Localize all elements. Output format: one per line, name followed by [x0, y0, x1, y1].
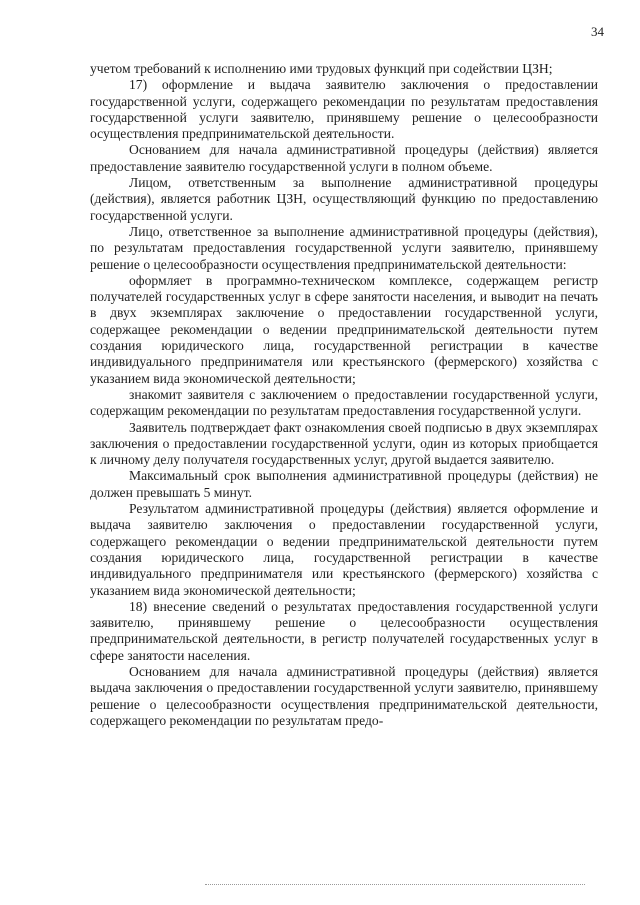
paragraph: Заявитель подтверждает факт ознакомления своей подписью в двух экземплярах заключения о предоставлении государственной услуги, один из которых приобщается к личному делу получателя государственных услуг, другой выдается заявителю.: [90, 419, 598, 468]
paragraph: Лицом, ответственным за выполнение административной процедуры (действия), является работник ЦЗН, осуществляющий функцию по предоставлению государственной услуги.: [90, 175, 598, 223]
bottom-divider: [205, 884, 585, 885]
paragraph: оформляет в программно-техническом комплексе, содержащем регистр получателей государственных услуг в сфере занятости населения, и выводит на печать в двух экземплярах заключение о предоставлении государственной услуги, содержащее рекомендации о ведении предпринимательской деятельности путем создания юридического лица, государственной регистрации в качестве индивидуального предпринимателя или крестьянского (фермерского) хозяйства с указанием вида экономической деятельности;: [90, 272, 598, 386]
paragraph: Лицо, ответственное за выполнение административной процедуры (действия), по результатам предоставления государственной услуги заявителю, принявшему решение о целесообразности осуществления предпринимательской деятельности:: [90, 223, 598, 272]
paragraph: Основанием для начала административной процедуры (действия) является выдача заключения о предоставлении государственной услуги заявителю, принявшему решение о целесообразности осуществления предпринимательской деятельности, содержащего рекомендации по результатам предо-: [90, 663, 598, 728]
paragraph: учетом требований к исполнению ими трудовых функций при содействии ЦЗН;: [90, 61, 553, 76]
paragraph: Результатом административной процедуры (действия) является оформление и выдача заявителю заключения о предоставлении государственной услуги, содержащего рекомендации о ведении предпринимательской деятельности путем создания юридического лица, государственной регистрации в качестве индивидуального предпринимателя или крестьянского (фермерского) хозяйства с указанием вида экономической деятельности;: [90, 501, 598, 598]
paragraph: Максимальный срок выполнения административной процедуры (действия) не должен превышать 5 минут.: [90, 468, 598, 500]
paragraph: 18) внесение сведений о результатах предоставления государственной услуги заявителю, принявшему решение о целесообразности осуществления предпринимательской деятельности, в регистр получателей государственных услуг в сфере занятости населения.: [90, 598, 598, 663]
page-number: 34: [591, 24, 604, 39]
paragraph: знакомит заявителя с заключением о предоставлении государственной услуги, содержащим рекомендации по результатам предоставления государственной услуги.: [90, 386, 598, 419]
document-body: [90, 61, 598, 729]
paragraph: Основанием для начала административной процедуры (действия) является предоставление заявителю государственной услуги в полном объеме.: [90, 142, 598, 174]
paragraph: 17) оформление и выдача заявителю заключения о предоставлении государственной услуги, содержащего рекомендации по результатам предоставления государственной услуги заявителю, принявшему решение о целесообразности осуществления предпринимательской деятельности.: [90, 77, 598, 142]
